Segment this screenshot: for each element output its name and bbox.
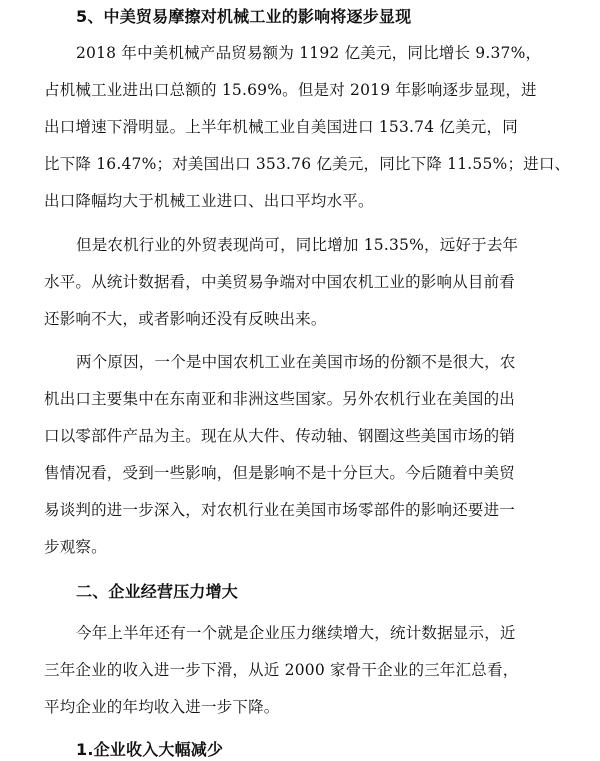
subsection-heading-1: 1.企业收入大幅减少: [76, 740, 224, 759]
paragraph-3-line-3: 口以零部件产品为主。现在从大件、传动轴、钢圈这些美国市场的销: [44, 427, 516, 445]
section-heading-5: 5、中美贸易摩擦对机械工业的影响将逐步显现: [76, 7, 412, 26]
paragraph-1-line-4: 比下降 16.47%；对美国出口 353.76 亿美元，同比下降 11.55%；进口、: [44, 155, 571, 173]
paragraph-2-line-1: 但是农机行业的外贸表现尚可，同比增加 15.35%，远好于去年: [76, 236, 519, 254]
paragraph-3-line-4: 售情况看，受到一些影响，但是影响不是十分巨大。今后随着中美贸: [44, 464, 516, 482]
paragraph-2-line-3: 还影响不大，或者影响还没有反映出来。: [44, 310, 327, 328]
paragraph-3-line-1: 两个原因，一个是中国农机工业在美国市场的份额不是很大，农: [76, 353, 516, 371]
paragraph-1-line-1: 2018 年中美机械产品贸易额为 1192 亿美元，同比增长 9.37%，: [76, 44, 542, 62]
paragraph-4-line-2: 三年企业的收入进一步下滑，从近 2000 家骨干企业的三年汇总看，: [44, 661, 519, 679]
paragraph-1-line-3: 出口增速下滑明显。上半年机械工业自美国进口 153.74 亿美元，同: [44, 118, 518, 136]
paragraph-1-line-5: 出口降幅均大于机械工业进口、出口平均水平。: [44, 192, 374, 210]
paragraph-3-line-5: 易谈判的进一步深入，对农机行业在美国市场零部件的影响还要进一: [44, 501, 516, 519]
paragraph-4-line-1: 今年上半年还有一个就是企业压力继续增大，统计数据显示，近: [76, 624, 516, 642]
section-heading-2: 二、企业经营压力增大: [76, 582, 239, 601]
paragraph-3-line-2: 机出口主要集中在东南亚和非洲这些国家。另外农机行业在美国的出: [44, 390, 516, 408]
paragraph-2-line-2: 水平。从统计数据看，中美贸易争端对中国农机工业的影响从目前看: [44, 273, 516, 291]
paragraph-1-line-2: 占机械工业进出口总额的 15.69%。但是对 2019 年影响逐步显现，进: [44, 81, 537, 99]
paragraph-3-line-6: 步观察。: [44, 538, 107, 556]
paragraph-4-line-3: 平均企业的年均收入进一步下降。: [44, 698, 280, 716]
